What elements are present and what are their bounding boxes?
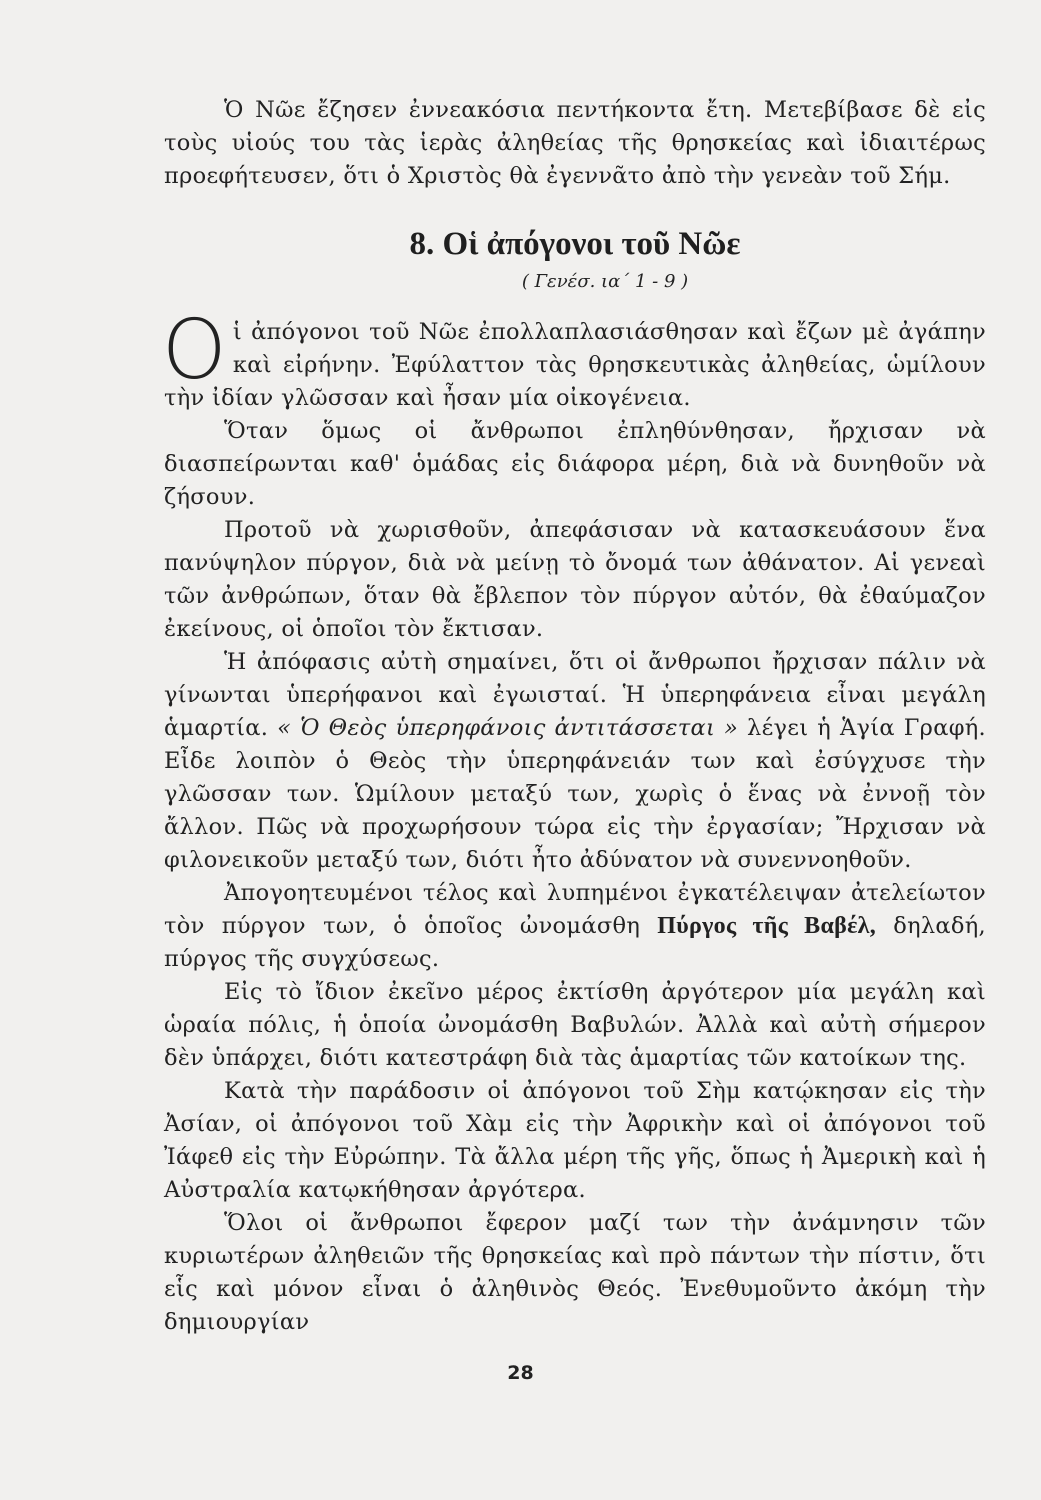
tower-of-babel-term: Πύργος τῆς Βαβέλ, <box>657 913 877 939</box>
scripture-reference: ( Γενέσ. ια΄ 1 - 9 ) <box>521 271 689 292</box>
paragraph-1 <box>162 303 986 415</box>
drop-cap: Ο <box>162 303 227 398</box>
paragraph-5-text-a: Ἀπογοητευμένοι τέλος καὶ λυπημένοι ἐγκατέλειψαν ἀτελείωτον τὸν πύργον των, ὁ ὁποῖος ὠνομάσθη <box>164 880 986 939</box>
paragraph-4-text-a: Ἡ ἀπόφασις αὐτὴ σημαίνει, ὅτι οἱ ἄνθρωποι ἤρχισαν πάλιν νὰ γίνωνται ὑπερήφανοι καὶ ἐγωισταί. Ἡ ὑπερηφάνεια εἶναι μεγάλη ἁμαρτία. <box>164 649 986 741</box>
page-number: 28 <box>507 1362 534 1384</box>
paragraph-4-text-b: λέγει ἡ Ἁγία Γραφή. Εἶδε λοιπὸν ὁ Θεὸς τὴν ὑπερηφάνειάν των καὶ ἐσύγχυσε τὴν γλῶσσαν των. Ὡμίλουν μεταξύ των, χωρὶς ὁ ἕνας νὰ ἐννοῇ τὸν ἄλλον. Πῶς νὰ προχωρήσουν τώρα εἰς τὴν ἐργασίαν; Ἤρχισαν νὰ φιλονεικοῦν μεταξύ των, διότι ἦτο ἀδύνατον νὰ συνεννοηθοῦν. <box>164 715 986 873</box>
paragraph-1-text: ἱ ἀπόγονοι τοῦ Νῶε ἐπολλαπλασιάσθησαν καὶ ἔζων μὲ ἀγάπην καὶ εἰρήνην. Ἐφύλαττον τὰς θρησκευτικὰς ἀληθείας, ὡμίλουν τὴν ἰδίαν γλῶσσαν καὶ ἦσαν μία οἰκογένεια. <box>164 319 986 411</box>
intro-paragraph: Ὁ Νῶε ἔζησεν ἐννεακόσια πεντήκοντα ἔτη. Μετεβίβασε δὲ εἰς τοὺς υἱούς του τὰς ἱερὰς ἀληθείας τῆς θρησκείας καὶ ἰδιαιτέρως προεφήτευσεν, ὅτι ὁ Χριστὸς θὰ ἐγεννᾶτο ἀπὸ τὴν γενεὰν τοῦ Σήμ. <box>164 97 986 189</box>
paragraph-7: Κατὰ τὴν παράδοσιν οἱ ἀπόγονοι τοῦ Σὴμ κατῴκησαν εἰς τὴν Ἀσίαν, οἱ ἀπόγονοι τοῦ Χὰμ εἰς τὴν Ἀφρικὴν καὶ οἱ ἀπόγονοι τοῦ Ἰάφεθ εἰς τὴν Εὐρώπην. Τὰ ἄλλα μέρη τῆς γῆς, ὅπως ἡ Ἀμερικὴ καὶ ἡ Αὐστραλία κατῳκήθησαν ἀργότερα. <box>164 1078 986 1203</box>
paragraph-3: Προτοῦ νὰ χωρισθοῦν, ἀπεφάσισαν νὰ κατασκευάσουν ἕνα πανύψηλον πύργον, διὰ νὰ μείνῃ τὸ ὄνομά των ἀθάνατον. Αἱ γενεαὶ τῶν ἀνθρώπων, ὅταν θὰ ἔβλεπον τὸν πύργον αὐτόν, θὰ ἐθαύμαζον ἐκείνους, οἱ ὁποῖοι τὸν ἔκτισαν. <box>164 517 986 642</box>
scripture-quote: « Ὁ Θεὸς ὑπερηφάνοις ἀντιτάσσεται » <box>277 715 739 741</box>
paragraph-2: Ὅταν ὅμως οἱ ἄνθρωποι ἐπληθύνθησαν, ἤρχισαν νὰ διασπείρωνται καθ' ὁμάδας εἰς διάφορα μέρη, διὰ νὰ δυνηθοῦν νὰ ζήσουν. <box>164 418 986 510</box>
chapter-title: 8. Οἱ ἀπόγονοι τοῦ Νῶε <box>409 226 741 262</box>
paragraph-4 <box>164 646 986 877</box>
paragraph-8: Ὅλοι οἱ ἄνθρωποι ἔφερον μαζί των τὴν ἀνάμνησιν τῶν κυριωτέρων ἀληθειῶν τῆς θρησκείας καὶ πρὸ πάντων τὴν πίστιν, ὅτι εἷς καὶ μόνον εἶναι ὁ ἀληθινὸς Θεός. Ἐνεθυμοῦντο ἀκόμη τὴν δημιουργίαν <box>164 1210 986 1335</box>
paragraph-5-text-b: δηλαδή, πύργος τῆς συγχύσεως. <box>164 913 986 972</box>
page-body <box>164 94 986 1339</box>
paragraph-6: Εἰς τὸ ἴδιον ἐκεῖνο μέρος ἐκτίσθη ἀργότερον μία μεγάλη καὶ ὡραία πόλις, ἡ ὁποία ὠνομάσθη Βαβυλών. Ἀλλὰ καὶ αὐτὴ σήμερον δὲν ὑπάρχει, διότι κατεστράφη διὰ τὰς ἁμαρτίας τῶν κατοίκων της. <box>164 979 986 1071</box>
paragraph-5 <box>164 877 986 976</box>
